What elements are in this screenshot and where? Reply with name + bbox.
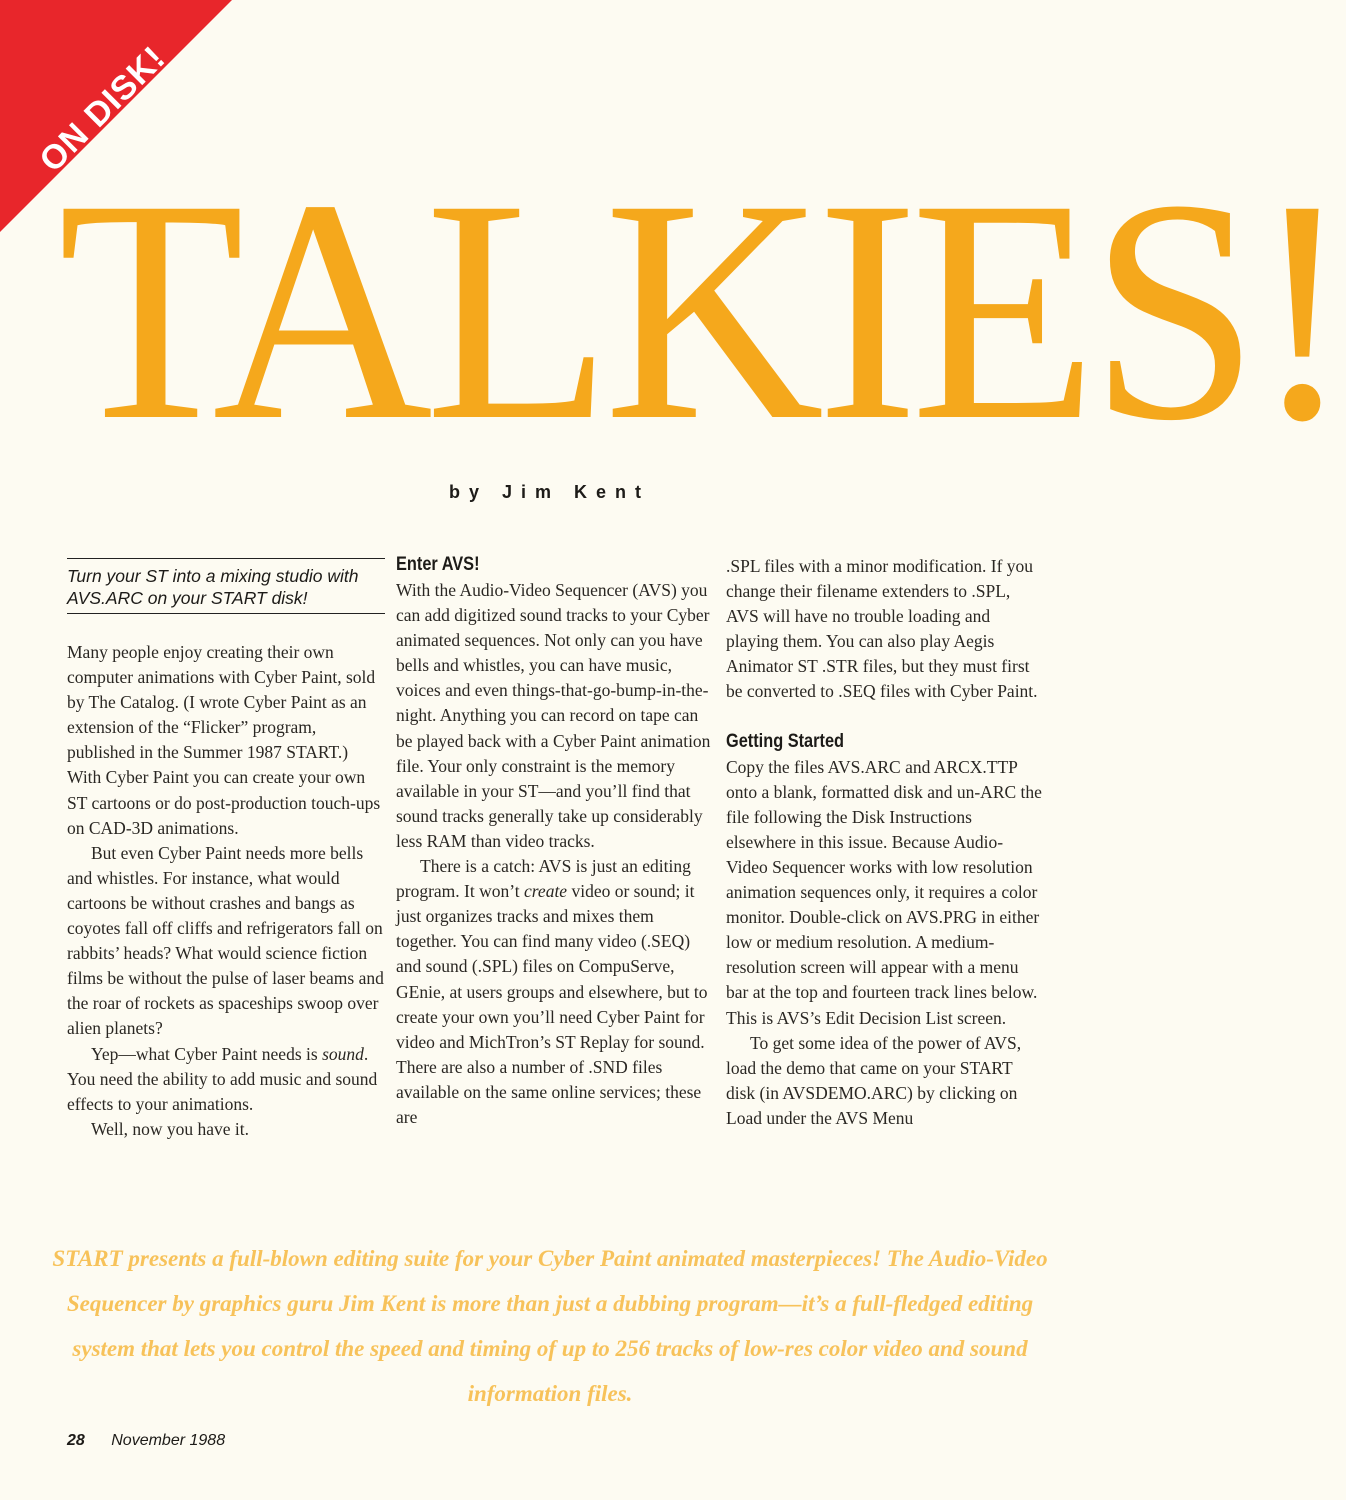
text-run: Yep—what Cyber Paint needs is [91, 1043, 323, 1064]
page-number: 28 [67, 1432, 85, 1449]
paragraph: With the Audio-Video Sequencer (AVS) you can add digitized sound tracks to your Cyber animated sequences. Not only can you have bells and whistles, you can have music, voices and even things-that-go-bump-in-the-night. Anything you can record on tape can be played back with a Cyber Paint animation file. Your only constraint is the memory available in your ST—and you’ll find that sound tracks generally take up considerably less RAM than video tracks. [396, 580, 711, 851]
column-1 [67, 552, 385, 1142]
paragraph: Well, now you have it. [91, 1118, 250, 1139]
on-disk-label: ON DISK! [32, 38, 174, 180]
page-footer [67, 1432, 225, 1450]
text-run: . You need the ability to add music and sound effects to your animations. [67, 1043, 378, 1114]
paragraph [396, 854, 714, 1130]
text-run: There is a catch: AVS is just an editing program. It won’t [396, 856, 691, 902]
byline: by Jim Kent [448, 482, 651, 502]
section-heading: Getting Started [726, 730, 845, 752]
paragraph: But even Cyber Paint needs more bells and whistles. For instance, what would cartoons be without crashes and bangs as coyotes fall off cliffs and refrigerators fall on rabbits’ heads? What would science fiction films be without the pulse of laser beams and the roar of rockets as spaceships swoop over alien planets? [67, 842, 384, 1039]
column-2 [396, 552, 714, 1130]
article-title: TALKIES! [58, 134, 1346, 486]
pull-quote: START presents a full-blown editing suite for your Cyber Paint animated masterpieces! The Audio-Video Sequencer by graphics guru Jim Kent is more than just a dubbing program—it’s a full-fledged editing system that lets you control the speed and timing of up to 256 tracks of low-res color video and sound information files. [52, 1246, 1048, 1406]
emphasis: create [524, 881, 568, 902]
emphasis: sound [322, 1043, 364, 1064]
text-run: video or sound; it just organizes tracks and mixes them together. You can find many video (.SEQ) and sound (.SPL) files on CompuServe, GEnie, at users groups and elsewhere, but to create your own you’ll need Cyber Paint for video and MichTron’s ST Replay for sound. There are also a number of .SND files available on the same online services; these are [396, 881, 708, 1127]
paragraph: Many people enjoy creating their own computer animations with Cyber Paint, sold by The Catalog. (I wrote Cyber Paint as an extension of the “Flicker” program, published in the Summer 1987 START.) With Cyber Paint you can create your own ST cartoons or do post-production touch-ups on CAD-3D animations. [67, 642, 381, 838]
paragraph: To get some idea of the power of AVS, load the demo that came on your START disk (in AVSDEMO.ARC) by clicking on Load under the AVS Menu [726, 1032, 1022, 1128]
issue-date: November 1988 [111, 1432, 226, 1449]
paragraph: .SPL files with a minor modification. If you change their filename extenders to .SPL, AVS will have no trouble loading and playing them. You can also play Aegis Animator ST .STR files, but they must first be converted to .SEQ files with Cyber Paint. [726, 556, 1038, 702]
paragraph: Copy the files AVS.ARC and ARCX.TTP onto a blank, formatted disk and un-ARC the file following the Disk Instructions elsewhere in this issue. Because Audio-Video Sequencer works with low resolution animation sequences only, it requires a color monitor. Double-click on AVS.PRG in either low or medium resolution. A medium-resolution screen will appear with a menu bar at the top and fourteen track lines below. This is AVS’s Edit Decision List screen. [726, 756, 1042, 1028]
section-heading: Enter AVS! [396, 554, 480, 575]
column-3 [726, 552, 1044, 1131]
paragraph [67, 1042, 385, 1117]
deck-subtitle: Turn your ST into a mixing studio with AVS.ARC on your START disk! [67, 558, 385, 614]
